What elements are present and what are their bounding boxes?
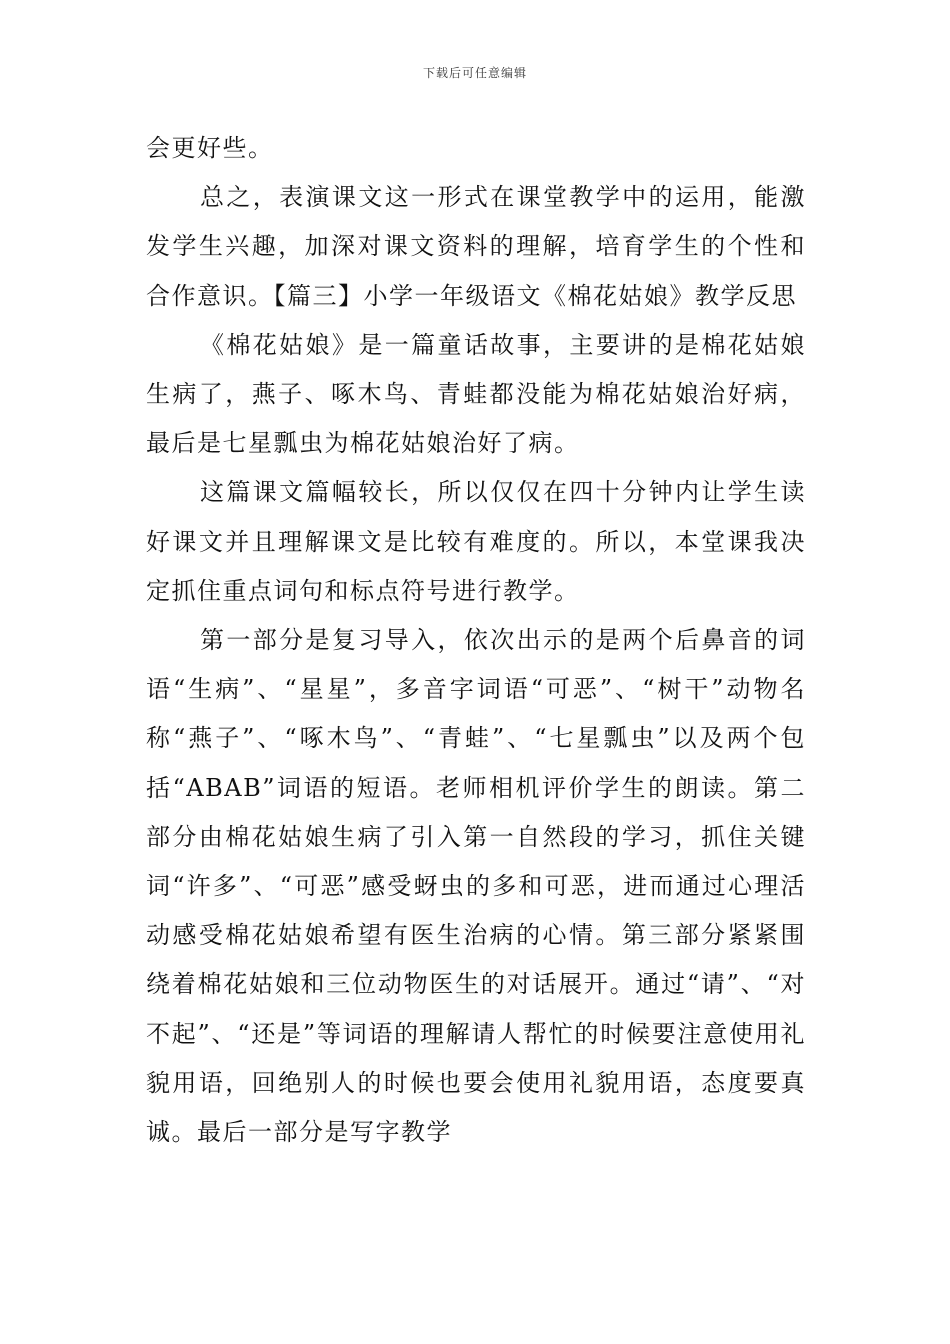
paragraph-2: 总之，表演课文这一形式在课堂教学中的运用，能激发学生兴趣，加深对课文资料的理解，培育学生的个性和合作意识。【篇三】小学一年级语文《棉花姑娘》教学反思 [146, 183, 806, 310]
paragraph-3: 《棉花姑娘》是一篇童话故事，主要讲的是棉花姑娘生病了，燕子、啄木鸟、青蛙都没能为棉花姑娘治好病，最后是七星瓢虫为棉花姑娘治好了病。 [146, 330, 806, 458]
paragraph-1: 会更好些。 [146, 134, 274, 162]
page-header: 下载后可任意编辑 [422, 66, 527, 80]
document-body [146, 124, 806, 1157]
paragraph-4: 这篇课文篇幅较长，所以仅仅在四十分钟内让学生读好课文并且理解课文是比较有难度的。所以，本堂课我决定抓住重点词句和标点符号进行教学。 [146, 478, 806, 605]
paragraph-5: 第一部分是复习导入，依次出示的是两个后鼻音的词语“生病”、“星星”，多音字词语“可恶”、“树干”动物名称“燕子”、“啄木鸟”、“青蛙”、“七星瓢虫”以及两个包括“ABAB”词语的短语。老师相机评价学生的朗读。第二部分由棉花姑娘生病了引入第一自然段的学习，抓住关键词“许多”、“可恶”感受蚜虫的多和可恶，进而通过心理活动感受棉花姑娘希望有医生治病的心情。第三部分紧紧围绕着棉花姑娘和三位动物医生的对话展开。通过“请”、“对不起”、“还是”等词语的理解请人帮忙的时候要注意使用礼貌用语，回绝别人的时候也要会使用礼貌用语，态度要真诚。最后一部分是写字教学 [146, 626, 806, 1147]
